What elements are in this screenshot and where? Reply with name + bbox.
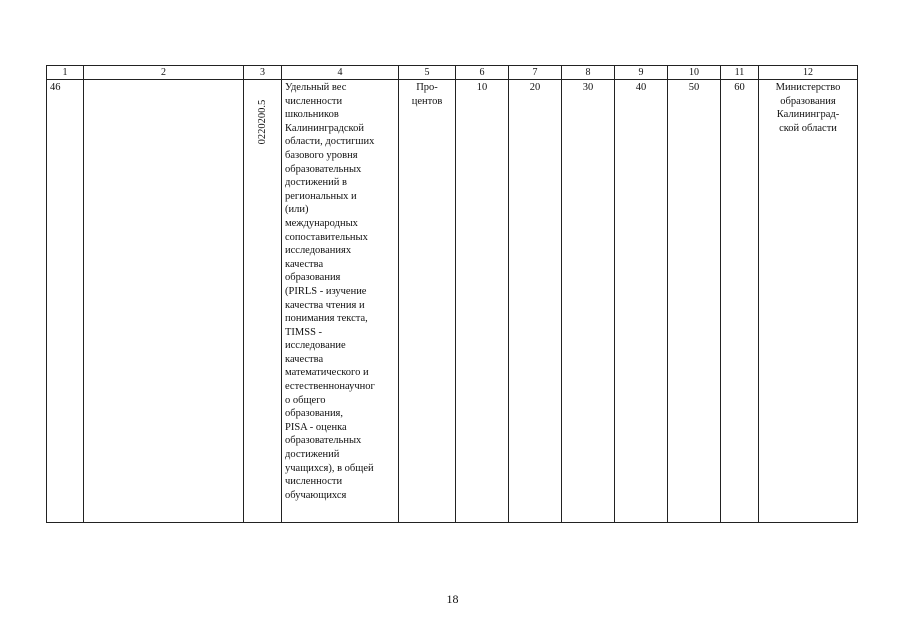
description-line: качества [285, 258, 324, 270]
description-line: образования, [285, 408, 344, 420]
description-line: международных [285, 217, 358, 229]
indicator-table [46, 65, 858, 523]
row-col2 [84, 80, 244, 523]
description-line: достижений в [285, 177, 347, 189]
responsible-lines [759, 81, 857, 135]
description-line: о общего [285, 394, 326, 406]
description-line: естественнонаучног [285, 381, 375, 393]
value-cell-3: 30 [562, 80, 615, 523]
header-cell-12: 12 [759, 66, 858, 80]
description-line: TIMSS - [285, 326, 323, 338]
description-line: образовательных [285, 163, 362, 175]
unit-cell [399, 80, 456, 523]
indicator-code: 0220200.5 [256, 99, 268, 145]
description-line: школьников [285, 109, 339, 121]
header-cell-7: 7 [509, 66, 562, 80]
description-line: обучающихся [285, 489, 347, 501]
unit-lines [399, 81, 455, 108]
description-line: исследованиях [285, 245, 352, 257]
description-lines [285, 81, 396, 502]
description-line: региональных и [285, 190, 357, 202]
header-row [47, 66, 858, 80]
unit-line: центов [411, 95, 443, 107]
value-cell-4: 40 [615, 80, 668, 523]
value-cell-5: 50 [668, 80, 721, 523]
description-line: исследование [285, 340, 346, 352]
description-line: образования [285, 272, 341, 284]
description-line: численности [285, 95, 343, 107]
description-line: базового уровня [285, 149, 358, 161]
description-line: сопоставительных [285, 231, 368, 243]
header-cell-8: 8 [562, 66, 615, 80]
responsible-line: Министерство [775, 82, 841, 93]
header-cell-4: 4 [282, 66, 399, 80]
code-cell [244, 80, 282, 523]
value-cell-6: 60 [721, 80, 759, 523]
description-line: Удельный вес [285, 82, 347, 93]
value-cell-2: 20 [509, 80, 562, 523]
description-line: области, достигших [285, 136, 375, 148]
description-line: (или) [285, 204, 309, 216]
description-line: качества чтения и [285, 299, 365, 311]
row-number: 46 [47, 80, 84, 523]
description-line: образовательных [285, 435, 362, 447]
description-line: математического и [285, 367, 369, 379]
header-cell-10: 10 [668, 66, 721, 80]
description-line: достижений [285, 449, 340, 461]
header-cell-11: 11 [721, 66, 759, 80]
header-cell-6: 6 [456, 66, 509, 80]
indicator-description [282, 80, 399, 523]
header-cell-3: 3 [244, 66, 282, 80]
page-number: 18 [446, 592, 459, 606]
unit-line: Про- [416, 82, 438, 93]
responsible-line: образования [780, 95, 836, 107]
responsible-cell [759, 80, 858, 523]
header-cell-9: 9 [615, 66, 668, 80]
header-cell-2: 2 [84, 66, 244, 80]
description-line: понимания текста, [285, 313, 368, 325]
table-row [47, 80, 858, 523]
header-cell-5: 5 [399, 66, 456, 80]
header-cell-1: 1 [47, 66, 84, 80]
description-line: качества [285, 353, 324, 365]
description-line: Калининградской [285, 122, 364, 134]
description-line: численности [285, 476, 343, 488]
responsible-line: ской области [779, 122, 837, 134]
description-line: PISA - оценка [285, 421, 347, 433]
description-line: (PIRLS - изучение [285, 285, 367, 297]
responsible-line: Калининград- [776, 109, 840, 121]
value-cell-1: 10 [456, 80, 509, 523]
description-line: учащихся), в общей [285, 462, 374, 474]
